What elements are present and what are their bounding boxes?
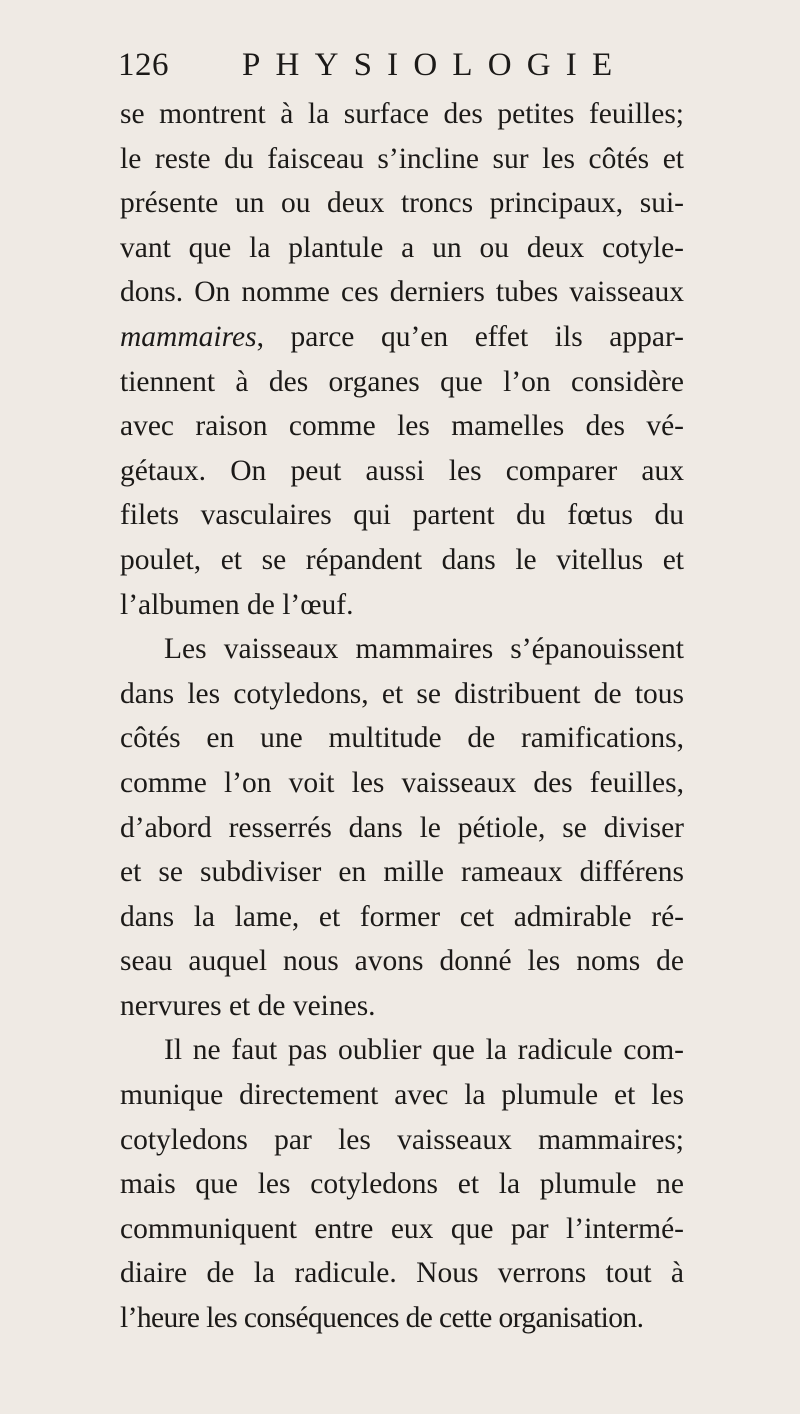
text-line: présente un ou deux troncs principaux, sui- bbox=[120, 187, 684, 220]
text-line: Les vaisseaux mammaires s’épanouissent bbox=[164, 633, 684, 666]
text-line: mais que les cotyledons et la plumule ne bbox=[120, 1168, 684, 1201]
text-line: côtés en une multitude de ramifications, bbox=[120, 722, 684, 755]
text-line: l’heure les conséquences de cette organisation. bbox=[120, 1302, 644, 1335]
paragraph bbox=[120, 92, 684, 627]
text-line: vant que la plantule a un ou deux cotyle- bbox=[120, 231, 684, 264]
text-line bbox=[120, 315, 684, 360]
text-line: le reste du faisceau s’incline sur les côtés et bbox=[120, 142, 684, 175]
text-line: communiquent entre eux que par l’intermé- bbox=[120, 1212, 684, 1245]
text-line: gétaux. On peut aussi les comparer aux bbox=[120, 454, 684, 487]
text-line: avec raison comme les mamelles des vé- bbox=[120, 410, 684, 443]
text-line: Il ne faut pas oublier que la radicule com- bbox=[164, 1034, 684, 1067]
text-line: filets vasculaires qui partent du fœtus du bbox=[120, 499, 684, 532]
text-line: dans les cotyledons, et se distribuent de tous bbox=[120, 677, 684, 710]
text-line: se montrent à la surface des petites feuilles; bbox=[120, 98, 684, 130]
text-line: dans la lame, et former cet admirable ré- bbox=[120, 900, 684, 933]
running-title: PHYSIOLOGIE bbox=[242, 47, 628, 83]
page-number: 126 bbox=[118, 47, 169, 83]
text-line: d’abord resserrés dans le pétiole, se diviser bbox=[120, 811, 684, 844]
text-line: cotyledons par les vaisseaux mammaires; bbox=[120, 1123, 684, 1156]
text-line: poulet, et se répandent dans le vitellus et bbox=[120, 543, 684, 576]
text-line: comme l’on voit les vaisseaux des feuilles, bbox=[120, 766, 684, 799]
text-line: l’albumen de l’œuf. bbox=[120, 588, 354, 621]
text-fragment: , parce qu’en effet ils appar- bbox=[256, 320, 684, 353]
running-head bbox=[118, 40, 688, 90]
text-line: tiennent à des organes que l’on considère bbox=[120, 365, 684, 398]
italic-term: mammaires bbox=[120, 320, 257, 353]
text-line: et se subdiviser en mille rameaux différens bbox=[120, 856, 684, 889]
paragraph bbox=[120, 1028, 684, 1340]
text-line: seau auquel nous avons donné les noms de bbox=[120, 945, 684, 978]
text-line: dons. On nomme ces derniers tubes vaisseaux bbox=[120, 276, 684, 309]
text-line: diaire de la radicule. Nous verrons tout à bbox=[120, 1257, 684, 1290]
text-line: munique directement avec la plumule et les bbox=[120, 1079, 684, 1112]
text-line: nervures et de veines. bbox=[120, 989, 376, 1022]
body-text bbox=[120, 92, 684, 1341]
paragraph bbox=[120, 627, 684, 1028]
